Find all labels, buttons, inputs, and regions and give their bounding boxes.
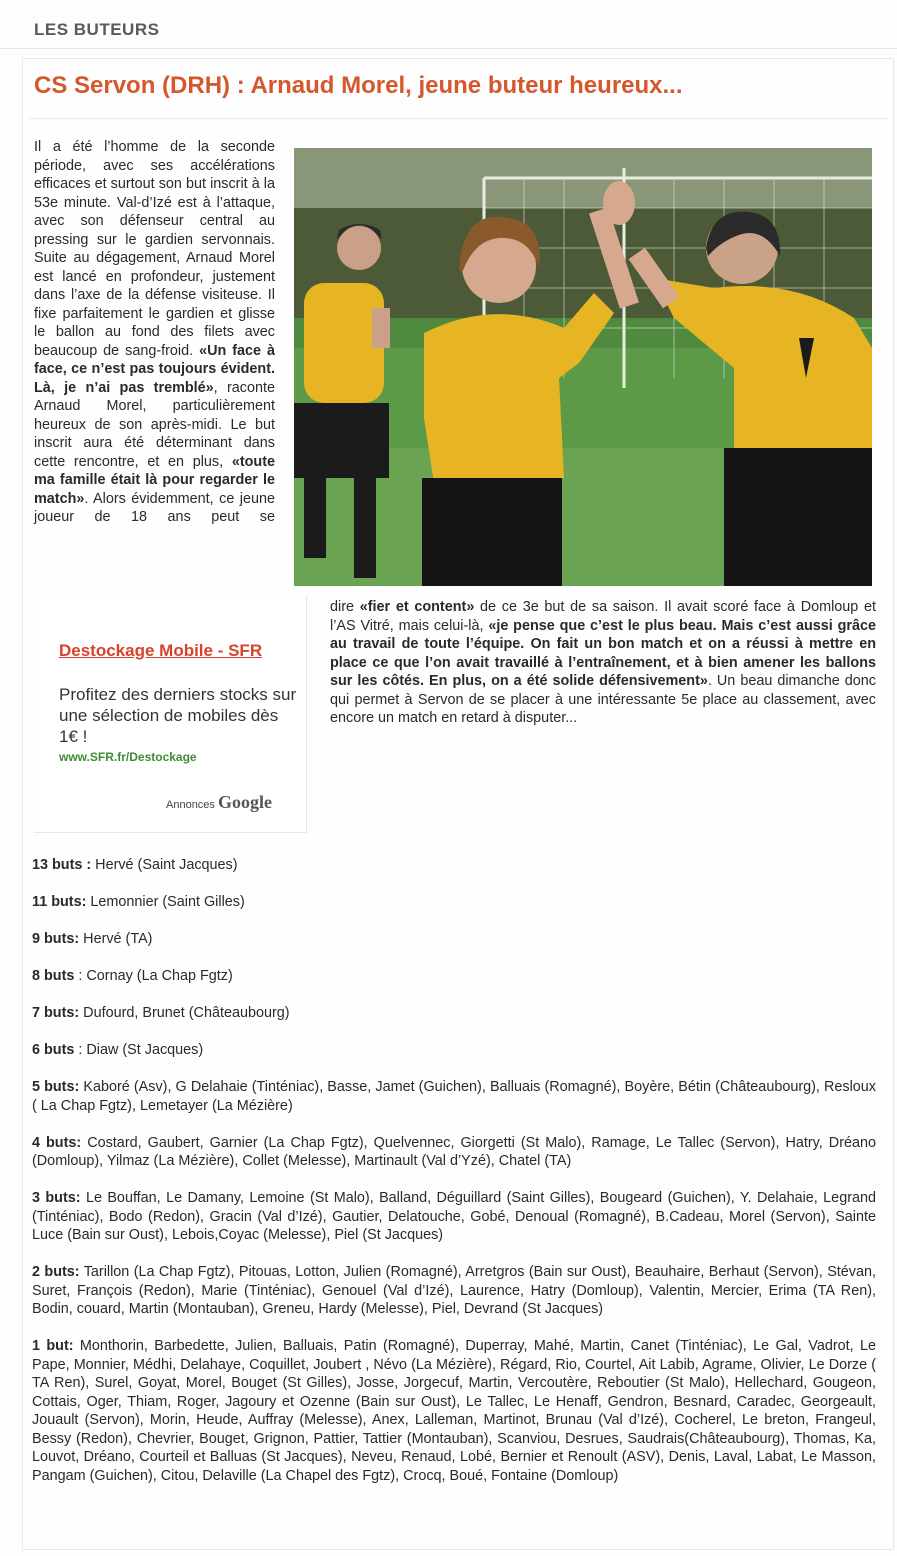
- scorer-row: [32, 1134, 876, 1171]
- scorer-names: Hervé (Saint Jacques): [91, 857, 238, 873]
- lead-run: . Alors évidemment, ce jeune joueur de 18 ans peut se: [34, 490, 275, 525]
- section-title: LES BUTEURS: [34, 20, 160, 39]
- scorer-names: Kaboré (Asv), G Delahaie (Tinténiac), Basse, Jamet (Guichen), Balluais (Romagné), Boyère, Bétin (Châteaubourg), Resloux ( La Chap Fgtz), Lemetayer (La Mézière): [32, 1079, 877, 1114]
- goal-count: 4 buts:: [32, 1134, 82, 1151]
- scorer-names: : Cornay (La Chap Fgtz): [74, 968, 233, 984]
- scorer-names: Hervé (TA): [79, 931, 153, 947]
- goal-count: 13 buts :: [32, 857, 92, 873]
- scorer-row: [32, 1004, 876, 1023]
- scorer-names: Lemonnier (Saint Gilles): [86, 894, 245, 910]
- lead-run: Il a été l’homme de la seconde période, avec ses accélérations efficaces et surtout son but inscrit à la 53e minute. Val-d’Izé est à l’attaque, avec son défenseur central au pressing sur le gardien servonnais. Suite au dégagement, Arnaud Morel est lancé en profondeur, justement dans l’axe de la défense visiteuse. Il fixe parfaitement le gardien et glisse le ballon au fond des filets avec beaucoup de sang-froid.: [34, 139, 275, 359]
- scorer-row: [32, 1189, 876, 1245]
- lead-run: , raconte Arnaud Morel, particulièrement heureux de son après-midi. Le but inscrit aura été déterminant dans cette rencontre, et en plus,: [34, 379, 275, 470]
- goal-count: 6 buts: [32, 1042, 75, 1058]
- lead-run: «Un face à face, ce n’est pas toujours évident. Là, je n’ai pas tremblé»: [34, 342, 275, 396]
- scorer-names: Tarillon (La Chap Fgtz), Pitouas, Lotton, Julien (Romagné), Arretgros (Bain sur Oust), Beauhaire, Berhaut (Servon), Stévan, Suret, François (Redon), Marie (Tinténiac), Genouel (Val d’Izé), Laurence, Hatry (Domloup), Valentin, Mercier, Erima (TA Ren), Bodin, couard, Martin (Montauban), Greneu, Hardy (Melesse), Piel, Devrand (St Jacques): [32, 1264, 876, 1317]
- goal-count: 3 buts:: [32, 1190, 81, 1206]
- ad-attribution-label: Annonces: [166, 799, 215, 811]
- continuation-run: de ce 3e but de sa saison. Il avait scoré face à Domloup et l’AS Vitré, mais celui-là,: [330, 599, 877, 634]
- lead-run: «toute ma famille était là pour regarder le match»: [34, 453, 275, 507]
- sponsored-ad[interactable]: [34, 596, 307, 833]
- section-divider: [0, 48, 897, 49]
- continuation-run: «je pense que c’est le plus beau. Mais c’est aussi grâce au travail de toute l’équipe. On fait un bon match et on a réussi à mettre en place ce que l’on avait travaillé à l’entraînement, et à bien amener les ballons sur les côtés. En plus, on a été solide défensivement»: [330, 617, 876, 689]
- ad-url-link[interactable]: www.SFR.fr/Destockage: [59, 750, 197, 764]
- goal-count: 8 buts: [32, 968, 75, 984]
- scorers-list: [32, 856, 876, 1504]
- scorer-row: [32, 1078, 876, 1115]
- ad-title-link[interactable]: Destockage Mobile - SFR: [59, 641, 263, 660]
- scorer-names: Le Bouffan, Le Damany, Lemoine (St Malo), Balland, Déguillard (Saint Gilles), Bougeard (Guichen), Y. Delahaie, Legrand (Tinténiac), Bodo (Redon), Gracin (Val d’Izé), Gautier, Delatouche, Gobé, Denoual (Romagné), B.Cadeau, Morel (Servon), Sainte Luce (Bain sur Oust), Lebois,Coyac (Melesse), Piel (St Jacques): [32, 1190, 876, 1243]
- scorer-row: [32, 1263, 876, 1319]
- scorer-row: [32, 1041, 876, 1060]
- article-continuation: [330, 598, 876, 728]
- goal-count: 1 but:: [32, 1338, 74, 1354]
- headline-divider: [28, 118, 888, 119]
- scorer-row: [32, 967, 876, 986]
- continuation-run: dire: [330, 599, 360, 615]
- goal-count: 5 buts:: [32, 1079, 80, 1095]
- article-lead-column: [34, 138, 275, 527]
- football-celebration-illustration: [294, 148, 872, 586]
- scorer-row: [32, 893, 876, 912]
- goal-count: 7 buts:: [32, 1005, 80, 1021]
- article-photo: [294, 148, 872, 586]
- scorer-names: : Diaw (St Jacques): [74, 1042, 204, 1058]
- goal-count: 9 buts:: [32, 931, 80, 947]
- continuation-run: «fier et content»: [359, 599, 475, 615]
- scorer-names: Monthorin, Barbedette, Julien, Balluais, Patin (Romagné), Duperray, Mahé, Martin, Canet (Tinténiac), Le Gal, Vadrot, Le Pape, Monnier, Médhi, Delahaye, Coquillet, Joubert , Névo (La Mézière), Régard, Rio, Courtel, Ait Labib, Agrame, Olivier, Le Dorze ( TA Ren), Surel, Goyat, Morel, Bouget (St Gilles), Josse, Jorgecuf, Martin, Vercoutère, Reboutier (St Malo), Hellechard, Gougeon, Cottais, Oger, Thiam, Roger, Jagoury et Ozenne (Bain sur Oust), Le Tallec, Le Henaff, Gendron, Besnard, Caradec, Georgeault, Jouault (Servon), Morin, Heude, Auffray (Melesse), Anex, Lalleman, Martinot, Brunau (Val d’Izé), Cocherel, Le breton, Frangeul, Bessy (Redon), Chevrier, Bouget, Grignon, Pattier, Tattier (Montauban), Scanviou, Desrues, Saudrais(Châteaubourg), Thomas, Ka, Louvot, Dréano, Courteil et Balluas (St Jacques), Neveu, Renaud, Lobé, Bernier et Renoult (ASV), Denis, Laval, Labat, Le Masson, Pangam (Guichen), Citou, Delaville (La Chapel des Fgtz), Crocq, Boué, Fontaine (Domloup): [32, 1338, 876, 1484]
- continuation-run: . Un beau dimanche donc qui permet à Servon de se placer à une intéressante 5e place au classement, avec encore un match en retard à disputer...: [330, 673, 876, 726]
- scorer-names: Costard, Gaubert, Garnier (La Chap Fgtz), Quelvennec, Giorgetti (St Malo), Ramage, Le Tallec (Servon), Hatry, Dréano (Domloup), Yilmaz (La Mézière), Collet (Melesse), Martinault (Val d’Yzé), Chatel (TA): [32, 1134, 877, 1169]
- scorer-row: [32, 930, 876, 949]
- goal-count: 11 buts:: [32, 894, 87, 910]
- ad-attribution[interactable]: [166, 792, 272, 813]
- article-headline[interactable]: CS Servon (DRH) : Arnaud Morel, jeune buteur heureux...: [34, 72, 683, 99]
- scorer-row: [32, 856, 876, 875]
- goal-count: 2 buts:: [32, 1264, 80, 1280]
- ad-description[interactable]: Profitez des derniers stocks sur une sélection de mobiles dès 1€ !: [59, 685, 297, 746]
- google-logo: Google: [218, 792, 272, 812]
- scorer-names: Dufourd, Brunet (Châteaubourg): [79, 1005, 290, 1021]
- scorer-row: [32, 1337, 876, 1485]
